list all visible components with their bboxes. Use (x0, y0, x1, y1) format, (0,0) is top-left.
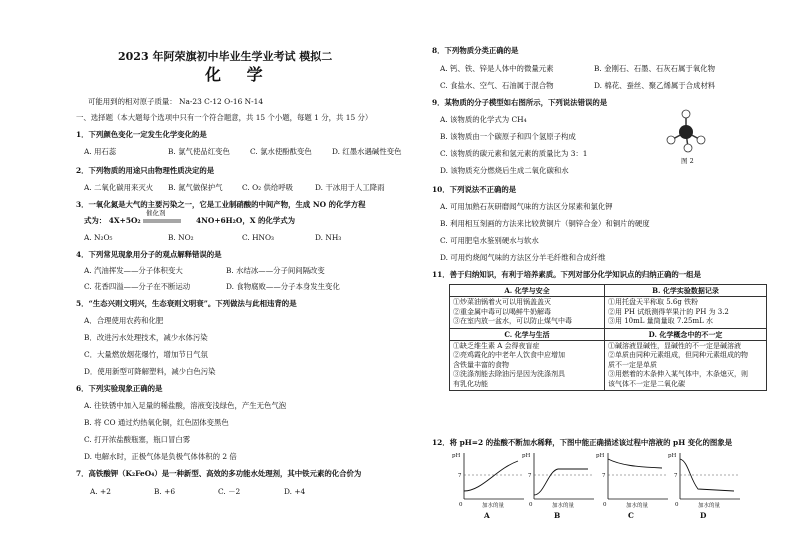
x-axis-label: 加水的量 (626, 503, 649, 509)
q11-cell-a-head: A. 化学与安全 (450, 285, 605, 297)
q11-cell-d-body: ①碱溶液显碱性，显碱性的不一定是碱溶液 ②单质由同种元素组成，但同种元素组成的物 质不一定是单质 ③用燃着的木条伸入某气体中，木条熄灭，则 该气体不一定是二氧化碳 (605, 341, 767, 391)
question-5-stem: 5．“生态兴则文明兴，生态衰则文明衰”。下列做法与此相违背的是 (76, 299, 297, 308)
ph-curve (534, 469, 588, 495)
origin-label: 0 (459, 502, 463, 508)
q9-option-c: C. 该物质的碳元素和氢元素的质量比为 3：1 (440, 149, 588, 158)
q1-option-b: B. 氯气使品红变色 (168, 147, 230, 156)
ph-graph-a (452, 449, 528, 513)
q3-option-a: A. N₂O₅ (84, 233, 113, 242)
q1-option-c: C. 氯水使酚酞变色 (250, 147, 312, 156)
q7-option-c: C. －2 (218, 487, 241, 496)
y-axis-label: pH (596, 453, 605, 459)
question-10-stem: 10．下列说法不正确的是 (432, 185, 517, 194)
origin-label: 0 (675, 502, 679, 508)
question-3-stem-2: 式为： 4X+5O₂ (84, 216, 141, 225)
q9-option-d: D. 该物质充分燃烧后生成二氧化碳和水 (440, 166, 569, 175)
section-heading: 一、选择题（本大题每个选项中只有一个符合题意，共 15 个小题，每题 1 分，共 15 分） (76, 113, 373, 122)
q8-option-c: C. 食盐水、空气、石油属于混合物 (440, 81, 554, 90)
question-12-stem: 12．将 pH=2 的盐酸不断加水稀释，下图中能正确描述该过程中溶液的 pH 变化的图象是 (432, 438, 733, 447)
q9-option-a: A. 该物质的化学式为 CH₄ (440, 115, 527, 124)
question-9-stem: 9．某物质的分子模型如右图所示，下列说法错误的是 (432, 98, 608, 107)
methane-molecule-model (664, 108, 708, 156)
ph-curve (464, 461, 518, 491)
question-3-stem-3: 4NO+6H₂O，X 的化学式为 (196, 216, 295, 225)
q7-option-a: A. +2 (90, 487, 111, 496)
tick-7-label: 7 (528, 473, 532, 479)
x-axis-label: 加水的量 (698, 503, 721, 509)
q5-option-a: A．合理使用农药和化肥 (84, 316, 164, 325)
q2-option-d: D. 干冰用于人工降雨 (315, 183, 385, 192)
q8-option-a: A. 钙、铁、锌是人体中的微量元素 (440, 64, 554, 73)
q11-cell-a-body: ①炒菜油锅着火可以用锅盖盖灭 ②重金属中毒可以喝鲜牛奶解毒 ③在室内放一盆水，可以防止煤气中毒 (450, 297, 605, 328)
catalyst-label: 催化剂 (146, 209, 166, 217)
q5-option-c: C．大量燃放烟花爆竹，增加节日气氛 (84, 350, 208, 359)
atomic-masses: 可能用到的相对原子质量： Na-23 C-12 O-16 N-14 (88, 97, 264, 106)
q4-option-a: A. 汽油挥发——分子体积变大 (84, 266, 183, 275)
q2-option-a: A. 二氧化碳用来灭火 (84, 183, 154, 192)
q11-cell-c-head: C. 化学与生活 (450, 328, 605, 340)
q6-option-a: A. 往铁锈中加入足量的稀盐酸，溶液变浅绿色，产生无色气泡 (84, 401, 287, 410)
q7-option-b: B. +6 (154, 487, 176, 496)
q10-option-b: B. 利用相互刻画的方法来比较黄铜片（铜锌合金）和铜片的硬度 (440, 219, 650, 228)
q2-option-b: B. 氮气做保护气 (168, 183, 223, 192)
q11-cell-b-body: ①用托盘天平称取 5.6g 铁粉 ②用 PH 试纸测得苹果汁的 PH 为 3.2 ③用 10mL 量筒量取 7.25mL 水 (605, 297, 767, 328)
tick-7-label: 7 (458, 473, 462, 479)
y-axis-label: pH (452, 453, 461, 459)
figure-2-label: 图 2 (681, 157, 694, 165)
ph-graph-d (668, 449, 744, 513)
q4-option-b: B. 水结冰——分子间间隔改变 (226, 266, 325, 275)
question-1-stem: 1．下列颜色变化一定发生化学变化的是 (76, 130, 207, 139)
origin-label: 0 (529, 502, 533, 508)
tick-7-label: 7 (602, 473, 606, 479)
q6-option-b: B. 将 CO 通过灼热氧化铜，红色固体变黑色 (84, 418, 229, 427)
x-axis-label: 加水的量 (552, 503, 575, 509)
question-6-stem: 6．下列实验现象正确的是 (76, 384, 163, 393)
x-axis-label: 加水的量 (482, 503, 505, 509)
graph-letter-c: C (628, 511, 634, 520)
q6-option-d: D. 电解水时，正极气体是负极气体体积的 2 倍 (84, 452, 237, 461)
q4-option-c: C. 花香四溢——分子在不断运动 (84, 282, 191, 291)
q10-option-d: D. 可用灼烧闻气味的方法区分羊毛纤维和合成纤维 (440, 253, 606, 262)
q9-option-b: B. 该物质由一个碳原子和四个氢原子构成 (440, 132, 576, 141)
q10-option-c: C. 可用肥皂水鉴别硬水与软水 (440, 236, 539, 245)
ph-graph-b (522, 449, 598, 513)
q1-option-d: D. 红墨水遇碱性变色 (332, 147, 402, 156)
q11-cell-b-head: B. 化学实验数据记录 (605, 285, 767, 297)
y-axis-label: pH (668, 453, 677, 459)
graph-letter-d: D (700, 511, 707, 520)
subject-title: 化 学 (205, 65, 273, 84)
q10-option-a: A. 可用加熟石灰研磨闻气味的方法区分尿素和氯化钾 (440, 202, 613, 211)
graph-letter-b: B (554, 511, 561, 520)
q6-option-c: C. 打开浓盐酸瓶塞，瓶口冒白雾 (84, 435, 191, 444)
q11-cell-d-head: D. 化学概念中的不一定 (605, 328, 767, 340)
question-8-stem: 8．下列物质分类正确的是 (432, 46, 519, 55)
q7-option-d: D. +4 (284, 487, 306, 496)
y-axis-label: pH (522, 453, 531, 459)
q1-option-a: A. 用石蕊 (84, 147, 117, 156)
q3-option-c: C. HNO₃ (242, 233, 275, 242)
question-7-stem: 7．高铁酸钾（K₂FeO₄）是一种新型、高效的多功能水处理剂，其中铁元素的化合价为 (76, 469, 362, 478)
q4-option-d: D. 食物腐败——分子本身发生变化 (226, 282, 340, 291)
question-11-stem: 11．善于归纳知识，有利于培养素质。下列对部分化学知识点的归纳正确的一组是 (432, 270, 701, 279)
question-3-stem: 3．一氧化氮是大气的主要污染之一，它是工业制硝酸的中间产物，生成 NO 的化学方程 (76, 200, 366, 209)
q11-cell-c-body: ①缺乏维生素 A 会得夜盲症 ②亮鸡霞化的中老年人饮食中应增加 含铁量丰富的食物 ③洗涤剂能去除油污是因为洗涤剂具 有乳化功能 (450, 341, 605, 391)
question-2-stem: 2．下列物质的用途只由物理性质决定的是 (76, 166, 215, 175)
q3-option-b: B. NO₂ (168, 233, 194, 242)
q3-option-d: D. NH₃ (315, 233, 342, 242)
ph-curve (608, 459, 662, 468)
q8-option-d: D. 棉花、蚕丝、聚乙烯属于合成材料 (594, 81, 716, 90)
question-4-stem: 4．下列常见现象用分子的观点解释错误的是 (76, 250, 222, 259)
origin-label: 0 (603, 502, 607, 508)
graph-letter-a: A (484, 511, 490, 520)
tick-7-label: 7 (674, 473, 678, 479)
q5-option-b: B．改进污水处理技术，减少水体污染 (84, 333, 208, 342)
q5-option-d: D．使用新型可降解塑料，减少白色污染 (84, 367, 216, 376)
exam-title: 2023 年阿荣旗初中毕业生学业考试 模拟二 (118, 50, 333, 63)
reaction-arrow (143, 217, 183, 223)
q8-option-b: B. 金刚石、石墨、石灰石属于氧化物 (594, 64, 715, 73)
q2-option-c: C. O₂ 供给呼吸 (242, 183, 294, 192)
ph-graph-c (596, 449, 672, 513)
q11-knowledge-table (449, 284, 767, 391)
